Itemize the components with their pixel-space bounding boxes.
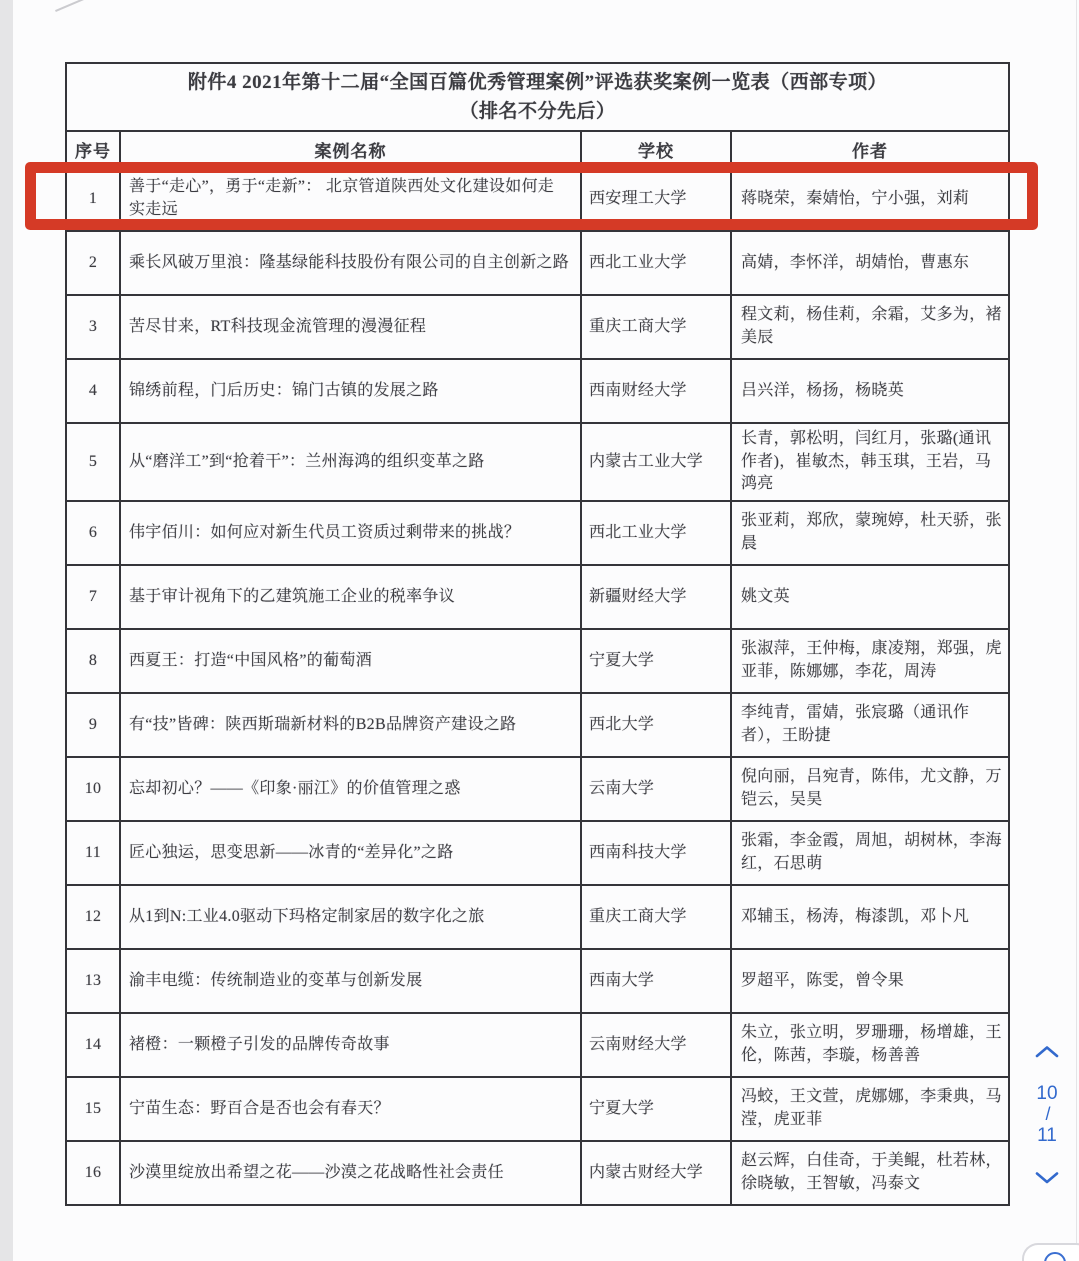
authors-cell: 冯蛟，王文萱，虎娜娜，李秉典，马滢，虎亚菲 [731, 1077, 1009, 1141]
case-title-cell: 苦尽甘来，RT科技现金流管理的漫漫征程 [120, 295, 581, 359]
case-title-cell: 西夏王：打造“中国风格”的葡萄酒 [120, 629, 581, 693]
row-number-cell: 13 [66, 949, 120, 1013]
school-cell: 重庆工商大学 [581, 295, 731, 359]
school-cell: 宁夏大学 [581, 629, 731, 693]
scan-left-edge-strip [0, 0, 13, 1261]
total-page-number: 11 [1037, 1125, 1057, 1146]
row-number-cell: 8 [66, 629, 120, 693]
authors-cell: 罗超平，陈雯，曾令果 [731, 949, 1009, 1013]
row-number-cell: 14 [66, 1013, 120, 1077]
table-header-row [66, 131, 1009, 167]
authors-cell: 姚文英 [731, 565, 1009, 629]
table-title-line1: 附件4 2021年第十二届“全国百篇优秀管理案例”评选获奖案例一览表（西部专项） [187, 71, 888, 93]
page-separator: / [1045, 1104, 1051, 1124]
scan-diagonal-artifact [55, 0, 89, 12]
school-cell: 新疆财经大学 [581, 565, 731, 629]
authors-cell: 高婧，李怀洋，胡婧怡，曹惠东 [731, 231, 1009, 295]
table-row [66, 1077, 1009, 1141]
table-row [66, 1013, 1009, 1077]
case-title-cell: 从“磨洋工”到“抢着干”：兰州海鸿的组织变革之路 [120, 423, 581, 501]
zoom-control-pill[interactable] [1022, 1243, 1079, 1261]
case-title-cell: 匠心独运，思变思新——冰青的“差异化”之路 [120, 821, 581, 885]
table-row [66, 693, 1009, 757]
school-cell: 西南大学 [581, 949, 731, 1013]
authors-cell: 李纯青，雷婧，张宸璐（通讯作者），王盼捷 [731, 693, 1009, 757]
row-number-cell: 6 [66, 501, 120, 565]
row-number-cell: 16 [66, 1141, 120, 1205]
authors-cell: 程文莉，杨佳莉，余霜，艾多为，褚美辰 [731, 295, 1009, 359]
authors-cell: 张亚莉，郑欣，蒙琬婷，杜天骄，张晨 [731, 501, 1009, 565]
school-cell: 云南财经大学 [581, 1013, 731, 1077]
case-title-cell: 善于“走心”，勇于“走新”： 北京管道陕西处文化建设如何走实走远 [120, 167, 581, 231]
table-row [66, 295, 1009, 359]
case-title-cell: 有“技”皆碑：陕西斯瑞新材料的B2B品牌资产建设之路 [120, 693, 581, 757]
row-number-cell: 1 [66, 167, 120, 231]
authors-cell: 长青，郭松明，闫红月，张璐(通讯作者)，崔敏杰，韩玉琪，王岩，马鸿亮 [731, 423, 1009, 501]
scan-right-edge-line [1076, 0, 1077, 1261]
magnifier-icon [1044, 1252, 1066, 1261]
authors-cell: 张淑萍，王仲梅，康凌翔，郑强，虎亚菲，陈娜娜，李花，周涛 [731, 629, 1009, 693]
case-title-cell: 渝丰电缆：传统制造业的变革与创新发展 [120, 949, 581, 1013]
row-number-cell: 11 [66, 821, 120, 885]
school-cell: 宁夏大学 [581, 1077, 731, 1141]
table-row [66, 821, 1009, 885]
table-row [66, 565, 1009, 629]
header-serial-number: 序号 [66, 131, 120, 167]
header-school: 学校 [581, 131, 731, 167]
case-title-cell: 乘长风破万里浪：隆基绿能科技股份有限公司的自主创新之路 [120, 231, 581, 295]
table-row [66, 757, 1009, 821]
table-row [66, 1141, 1009, 1205]
page-navigator [1024, 1044, 1070, 1185]
row-number-cell: 15 [66, 1077, 120, 1141]
authors-cell: 吕兴洋，杨扬，杨晓英 [731, 359, 1009, 423]
previous-page-icon[interactable] [1034, 1044, 1060, 1059]
case-title-cell: 伟宇佰川：如何应对新生代员工资质过剩带来的挑战？ [120, 501, 581, 565]
table-title-line2: （排名不分先后） [459, 101, 616, 122]
row-number-cell: 7 [66, 565, 120, 629]
school-cell: 内蒙古财经大学 [581, 1141, 731, 1205]
case-title-cell: 宁苗生态：野百合是否也会有春天？ [120, 1077, 581, 1141]
case-title-cell: 基于审计视角下的乙建筑施工企业的税率争议 [120, 565, 581, 629]
table-row [66, 885, 1009, 949]
case-title-cell: 从1到N:工业4.0驱动下玛格定制家居的数字化之旅 [120, 885, 581, 949]
table-row [66, 501, 1009, 565]
table-row [66, 423, 1009, 501]
case-title-cell: 褚橙：一颗橙子引发的品牌传奇故事 [120, 1013, 581, 1077]
case-title-cell: 锦绣前程，门后历史：锦门古镇的发展之路 [120, 359, 581, 423]
table-title [66, 63, 1009, 131]
table-row [66, 231, 1009, 295]
row-number-cell: 10 [66, 757, 120, 821]
school-cell: 西南科技大学 [581, 821, 731, 885]
row-number-cell: 12 [66, 885, 120, 949]
next-page-icon[interactable] [1034, 1170, 1060, 1185]
header-authors: 作者 [731, 131, 1009, 167]
table-row [66, 359, 1009, 423]
authors-cell: 赵云辉，白佳奇，于美鲲，杜若林，徐晓敏，王智敏，冯泰文 [731, 1141, 1009, 1205]
school-cell: 重庆工商大学 [581, 885, 731, 949]
table-row [66, 167, 1009, 231]
school-cell: 西安理工大学 [581, 167, 731, 231]
school-cell: 西南财经大学 [581, 359, 731, 423]
table-title-row [66, 63, 1009, 131]
awards-table [65, 62, 1010, 1206]
table-body [66, 167, 1009, 1205]
page-indicator [1036, 1083, 1057, 1146]
authors-cell: 朱立，张立明，罗珊珊，杨增雄，王伦，陈茜，李璇，杨善善 [731, 1013, 1009, 1077]
case-title-cell: 沙漠里绽放出希望之花——沙漠之花战略性社会责任 [120, 1141, 581, 1205]
school-cell: 西北工业大学 [581, 231, 731, 295]
row-number-cell: 4 [66, 359, 120, 423]
row-number-cell: 3 [66, 295, 120, 359]
current-page-number: 10 [1036, 1083, 1058, 1104]
authors-cell: 邓辅玉，杨涛，梅漆凯，邓卜凡 [731, 885, 1009, 949]
school-cell: 云南大学 [581, 757, 731, 821]
authors-cell: 蒋晓荣，秦婧怡，宁小强，刘莉 [731, 167, 1009, 231]
authors-cell: 倪向丽，吕宛青，陈伟，尤文静，万铠云，吴昊 [731, 757, 1009, 821]
table-row [66, 949, 1009, 1013]
school-cell: 西北工业大学 [581, 501, 731, 565]
header-case-name: 案例名称 [120, 131, 581, 167]
case-title-cell: 忘却初心？——《印象·丽江》的价值管理之惑 [120, 757, 581, 821]
school-cell: 西北大学 [581, 693, 731, 757]
authors-cell: 张霜，李金霞，周旭，胡树林，李海红，石思萌 [731, 821, 1009, 885]
school-cell: 内蒙古工业大学 [581, 423, 731, 501]
row-number-cell: 5 [66, 423, 120, 501]
row-number-cell: 2 [66, 231, 120, 295]
table-row [66, 629, 1009, 693]
row-number-cell: 9 [66, 693, 120, 757]
